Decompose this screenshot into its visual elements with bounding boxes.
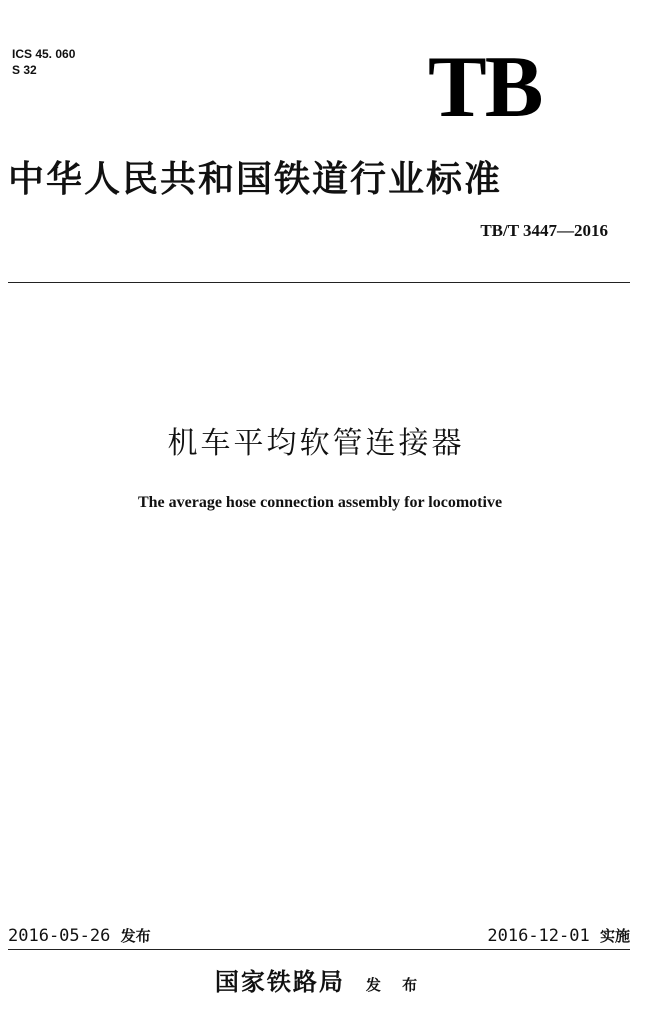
publisher-label: 发 布 — [365, 976, 426, 994]
effective-label: 实施 — [599, 927, 630, 945]
issue-label: 发布 — [120, 927, 151, 945]
publisher-line — [0, 966, 640, 998]
standard-category-title: 中华人民共和国铁道行业标准 — [8, 158, 503, 200]
standard-number: TB/T 3447—2016 — [480, 221, 608, 240]
issue-date: 2016-05-26 — [8, 926, 111, 946]
effective-date-line — [487, 925, 630, 947]
effective-date: 2016-12-01 — [487, 926, 590, 946]
ics-code: ICS 45. 060 — [12, 47, 76, 61]
publisher-name: 国家铁路局 — [214, 967, 345, 996]
top-divider — [8, 282, 630, 283]
tb-logo: TB — [428, 39, 542, 136]
ccs-code: S 32 — [12, 63, 37, 77]
document-title-english: The average hose connection assembly for locomotive — [137, 494, 503, 511]
bottom-divider — [8, 949, 630, 950]
document-title-chinese: 机车平均软管连接器 — [167, 426, 465, 461]
classification-codes — [12, 46, 75, 78]
issue-date-line — [8, 925, 151, 947]
